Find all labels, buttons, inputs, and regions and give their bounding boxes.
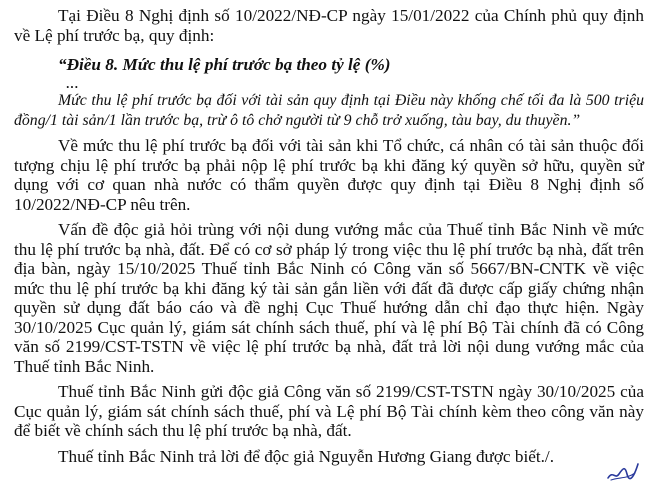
paragraph-legal-basis: Tại Điều 8 Nghị định số 10/2022/NĐ-CP ngày 15/01/2022 của Chính phủ quy định về Lệ phí trước bạ, quy định: xyxy=(14,6,644,45)
handwritten-signature-icon xyxy=(605,458,641,484)
paragraph-fee-rate: Về mức thu lệ phí trước bạ đối với tài sản khi Tổ chức, cá nhân có tài sản thuộc đối tượng chịu lệ phí trước bạ phải nộp lệ phí trước bạ khi đăng ký quyền sở hữu, quyền sử dụng với cơ quan nhà nước có thẩm quyền được quy định tại Điều 8 Nghị định số 10/2022/NĐ-CP nêu trên. xyxy=(14,136,644,214)
quoted-article-body: Mức thu lệ phí trước bạ đối với tài sản quy định tại Điều này khống chế tối đa là 500 triệu đồng/1 tài sản/1 lần trước bạ, trừ ô tô chở người từ 9 chỗ trở xuống, tàu bay, du thuyền.” xyxy=(14,92,644,129)
paragraph-bac-ninh-issue: Vấn đề độc giả hỏi trùng với nội dung vướng mắc của Thuế tỉnh Bắc Ninh về mức thu lệ phí trước bạ nhà, đất. Để có cơ sở pháp lý trong việc thu lệ phí trước bạ nhà, đất trên địa bàn, ngày 15/10/2025 Thuế tỉnh Bắc Ninh có Công văn số 5667/BN-CNTK về việc mức thu lệ phí trước bạ khi đăng ký tài sản gắn liền với đất đã được cấp giấy chứng nhận quyền sử dụng đất báo cáo và đề nghị Cục Thuế hướng dẫn chỉ đạo thực hiện. Ngày 30/10/2025 Cục quản lý, giám sát chính sách thuế, phí và lệ phí Bộ Tài chính đã có Công văn số 2199/CST-TSTN về việc lệ phí trước bạ nhà, đất trả lời nội dung vướng mắc của Thuế tỉnh Bắc Ninh. xyxy=(14,220,644,376)
paragraph-closing: Thuế tỉnh Bắc Ninh trả lời để độc giả Nguyễn Hương Giang được biết./. xyxy=(58,446,555,466)
paragraph-official-letter: Thuế tỉnh Bắc Ninh gửi độc giả Công văn số 2199/CST-TSTN ngày 30/10/2025 của Cục quản lý, giám sát chính sách thuế, phí và Lệ phí Bộ Tài chính kèm theo công văn này để biết về chính sách thu lệ phí trước bạ nhà, đất. xyxy=(14,382,644,440)
quoted-ellipsis: ... xyxy=(66,73,79,92)
document-body xyxy=(14,6,644,466)
quoted-article-title: “Điều 8. Mức thu lệ phí trước bạ theo tỷ lệ (%) xyxy=(58,55,391,74)
